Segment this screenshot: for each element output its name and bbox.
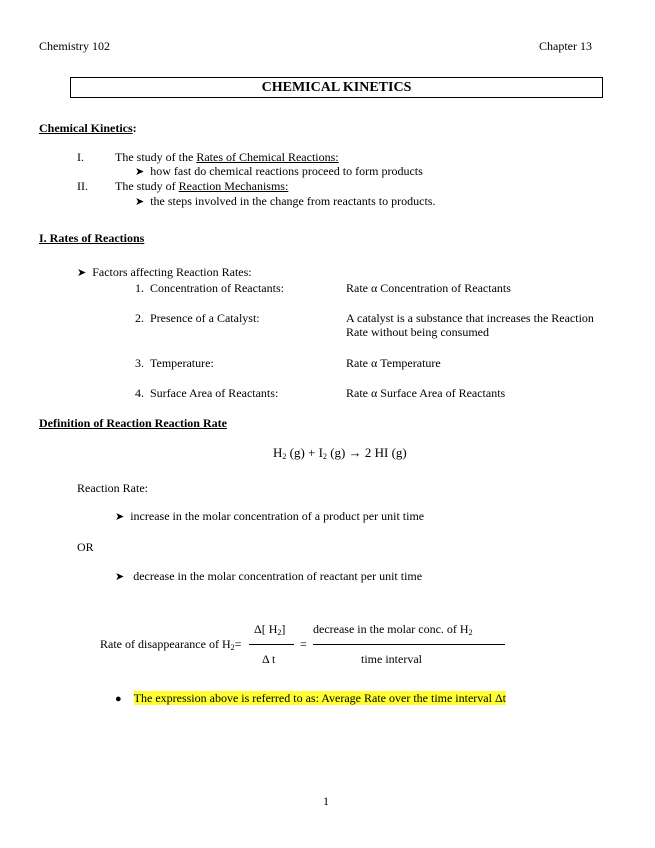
factor-4: 4. Surface Area of Reactants: bbox=[135, 386, 279, 400]
bullet-dot-icon: ● bbox=[115, 693, 122, 705]
formula-numerator: Δ[ $H_2$] bbox=[254, 622, 286, 637]
rate-bullet-2: ➤ decrease in the molar concentration of reactant per unit time bbox=[115, 569, 423, 583]
course-label: Chemistry 102 bbox=[39, 39, 110, 53]
page-title: CHEMICAL KINETICS bbox=[70, 77, 603, 98]
intro-sub-1: ➤ how fast do chemical reactions proceed to form products bbox=[135, 164, 423, 178]
intro-sub-2: ➤ the steps involved in the change from reactants to products. bbox=[135, 194, 436, 208]
factor-1: 1. Concentration of Reactants: bbox=[135, 281, 284, 295]
rate-bullet-1: ➤ increase in the molar concentration of a product per unit time bbox=[115, 509, 425, 523]
factor-4-desc: Rate α Surface Area of Reactants bbox=[346, 386, 506, 400]
intro-item-2: The study of Reaction Mechanisms: bbox=[115, 179, 289, 193]
factor-2-desc-cont: Rate without being consumed bbox=[346, 325, 489, 339]
or-label: OR bbox=[77, 540, 94, 554]
arrow-bullet-icon: ➤ bbox=[115, 571, 125, 583]
factor-2-desc: A catalyst is a substance that increases the Reaction bbox=[346, 311, 594, 325]
arrow-bullet-icon: ➤ bbox=[135, 166, 145, 178]
average-rate-note: ● The expression above is referred to as: Average Rate over the time interval Δt bbox=[115, 691, 507, 705]
definition-heading: Definition of Reaction Reaction Rate bbox=[39, 416, 227, 430]
fraction-bar-2 bbox=[313, 644, 505, 645]
formula-numerator-2: decrease in the molar conc. of $H_2$ bbox=[313, 622, 473, 637]
page-number: 1 bbox=[323, 794, 329, 808]
arrow-bullet-icon: ➤ bbox=[77, 267, 87, 279]
factors-label: ➤ Factors affecting Reaction Rates: bbox=[77, 265, 252, 279]
arrow-bullet-icon: ➤ bbox=[115, 511, 125, 523]
intro-numeral-2: II. bbox=[77, 179, 88, 193]
intro-heading: Chemical Kinetics: bbox=[39, 121, 137, 135]
factor-3-desc: Rate α Temperature bbox=[346, 356, 441, 370]
formula-lhs: Rate of disappearance of $H_2=$ bbox=[100, 637, 242, 652]
factor-2: 2. Presence of a Catalyst: bbox=[135, 311, 260, 325]
rates-heading: I. Rates of Reactions bbox=[39, 231, 145, 245]
arrow-bullet-icon: ➤ bbox=[135, 196, 145, 208]
intro-item-1: The study of the Rates of Chemical Reactions: bbox=[115, 150, 339, 164]
reaction-equation: $H_2$ $(g) + I_2$ (g) → 2 HI (g) bbox=[273, 445, 407, 461]
formula-denominator: Δ t bbox=[262, 652, 276, 666]
fraction-bar-1 bbox=[249, 644, 294, 645]
formula-equals: = bbox=[300, 637, 307, 651]
formula-denominator-2: time interval bbox=[361, 652, 422, 666]
intro-numeral-1: I. bbox=[77, 150, 84, 164]
reaction-rate-label: Reaction Rate: bbox=[77, 481, 148, 495]
factor-3: 3. Temperature: bbox=[135, 356, 214, 370]
chapter-label: Chapter 13 bbox=[539, 39, 592, 53]
factor-1-desc: Rate α Concentration of Reactants bbox=[346, 281, 511, 295]
